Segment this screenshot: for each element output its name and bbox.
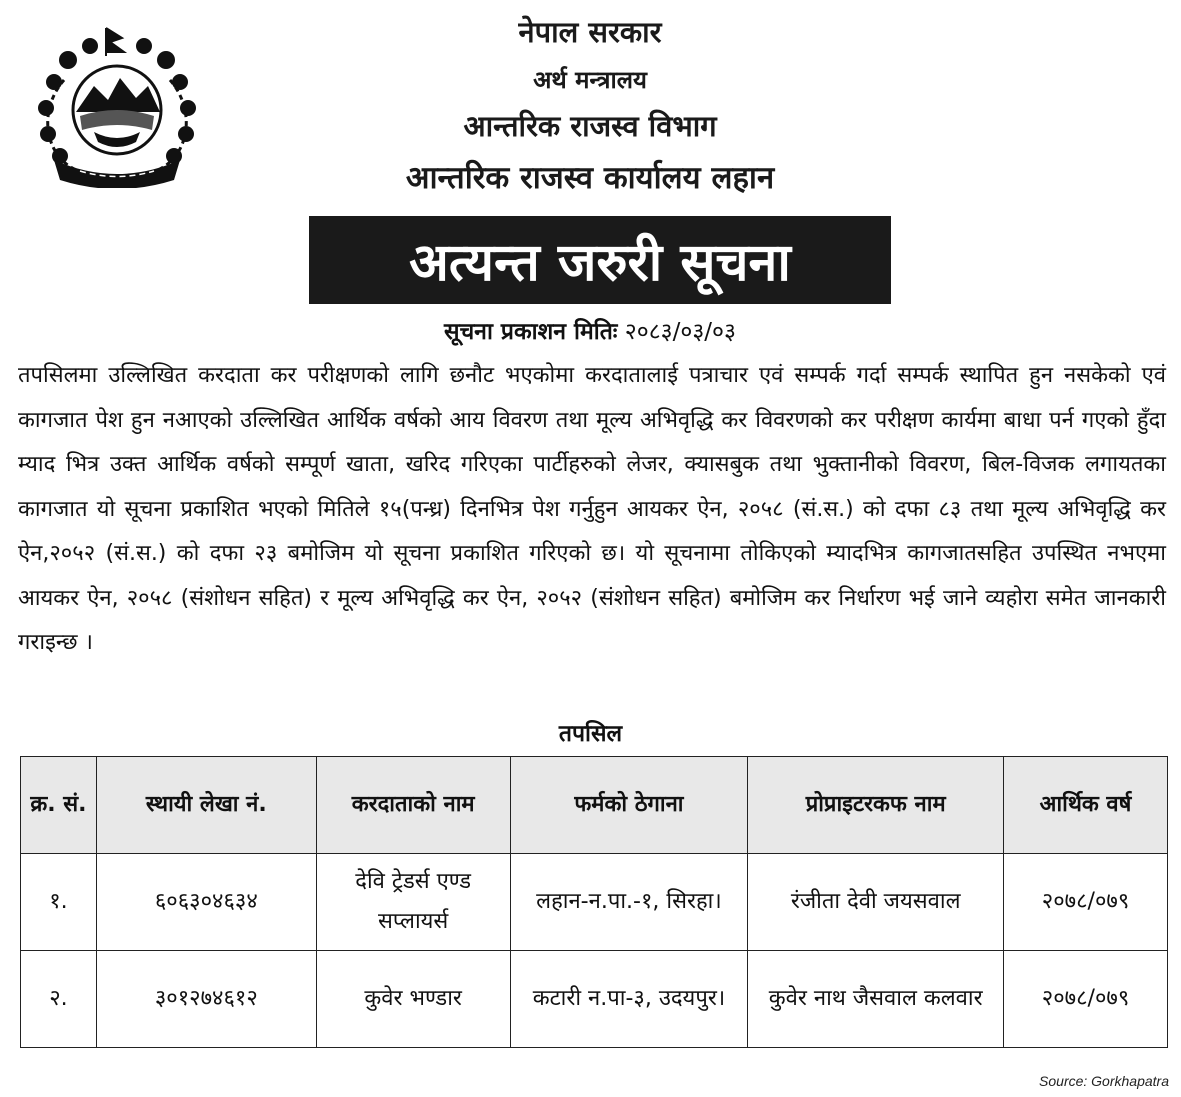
- cell-pan: ३०१२७४६१२: [96, 951, 316, 1048]
- notice-title: अत्यन्त जरुरी सूचना: [409, 232, 791, 293]
- office-name: आन्तरिक राजस्व कार्यालय लहान: [405, 160, 775, 196]
- ministry-name: अर्थ मन्त्रालय: [533, 66, 647, 94]
- table-caption: तपसिल: [558, 721, 623, 747]
- table-row: [21, 854, 1168, 951]
- table-row: [21, 951, 1168, 1048]
- taxpayer-table: [20, 756, 1168, 1048]
- notice-date-value: २०८३/०३/०३: [624, 319, 736, 345]
- cell-sn: १.: [21, 854, 97, 951]
- cell-address: कटारी न.पा-३, उदयपुर।: [510, 951, 748, 1048]
- cell-proprietor: कुवेर नाथ जैसवाल कलवार: [748, 951, 1004, 1048]
- notice-body: तपसिलमा उल्लिखित करदाता कर परीक्षणको लागि छनौट भएकोमा करदातालाई पत्राचार एवं सम्पर्क गर्दा सम्पर्क स्थापित हुन नसकेको एवं कागजात पेश हुन नआएको उल्लिखित आर्थिक वर्षको आय विवरण तथा मूल्य अभिवृद्धि कर विवरणको कर परीक्षण कार्यमा बाधा पर्न गएको हुँदा म्याद भित्र उक्त आर्थिक वर्षको सम्पूर्ण खाता, खरिद गरिएका पार्टीहरुको लेजर, क्यासबुक तथा भुक्तानीको विवरण, बिल-विजक लगायतका कागजात यो सूचना प्रकाशित भएको मितिले १५(पन्ध्र) दिनभित्र पेश गर्नुहुन आयकर ऐन, २०५८ (सं.स.) को दफा ८३ तथा मूल्य अभिवृद्धि कर ऐन,२०५२ (सं.स.) को दफा २३ बमोजिम यो सूचना प्रकाशित गरिएको छ। यो सूचनामा तोकिएको म्यादभित्र कागजातसहित उपस्थित नभएमा आयकर ऐन, २०५८ (संशोधन सहित) र मूल्य अभिवृद्धि कर ऐन, २०५२ (संशोधन सहित) बमोजिम कर निर्धारण भई जाने व्यहोरा समेत जानकारी गराइन्छ ।: [18, 363, 1166, 655]
- cell-sn: २.: [21, 951, 97, 1048]
- table-header-row: [21, 757, 1168, 854]
- cell-address: लहान-न.पा.-१, सिरहा।: [510, 854, 748, 951]
- notice-date: [330, 314, 850, 346]
- government-name: नेपाल सरकार: [518, 15, 662, 49]
- col-header-pan: स्थायी लेखा नं.: [96, 757, 316, 854]
- source-credit: Source: Gorkhapatra: [1039, 1073, 1169, 1089]
- department-name: आन्तरिक राजस्व विभाग: [463, 109, 717, 143]
- cell-proprietor: रंजीता देवी जयसवाल: [748, 854, 1004, 951]
- col-header-address: फर्मको ठेगाना: [510, 757, 748, 854]
- cell-taxpayer: कुवेर भण्डार: [316, 951, 510, 1048]
- cell-taxpayer: देवि ट्रेडर्स एण्ड सप्लायर्स: [316, 854, 510, 951]
- notice-title-banner: [309, 216, 891, 304]
- col-header-proprietor: प्रोप्राइटरकफ नाम: [748, 757, 1004, 854]
- cell-pan: ६०६३०४६३४: [96, 854, 316, 951]
- col-header-taxpayer: करदाताको नाम: [316, 757, 510, 854]
- notice-date-label: सूचना प्रकाशन मितिः: [444, 319, 618, 345]
- cell-fiscal-year: २०७८/०७९: [1004, 854, 1168, 951]
- col-header-sn: क्र. सं.: [21, 757, 97, 854]
- nepal-government-emblem-icon: [24, 20, 210, 188]
- col-header-fiscal-year: आर्थिक वर्ष: [1004, 757, 1168, 854]
- cell-fiscal-year: २०७८/०७९: [1004, 951, 1168, 1048]
